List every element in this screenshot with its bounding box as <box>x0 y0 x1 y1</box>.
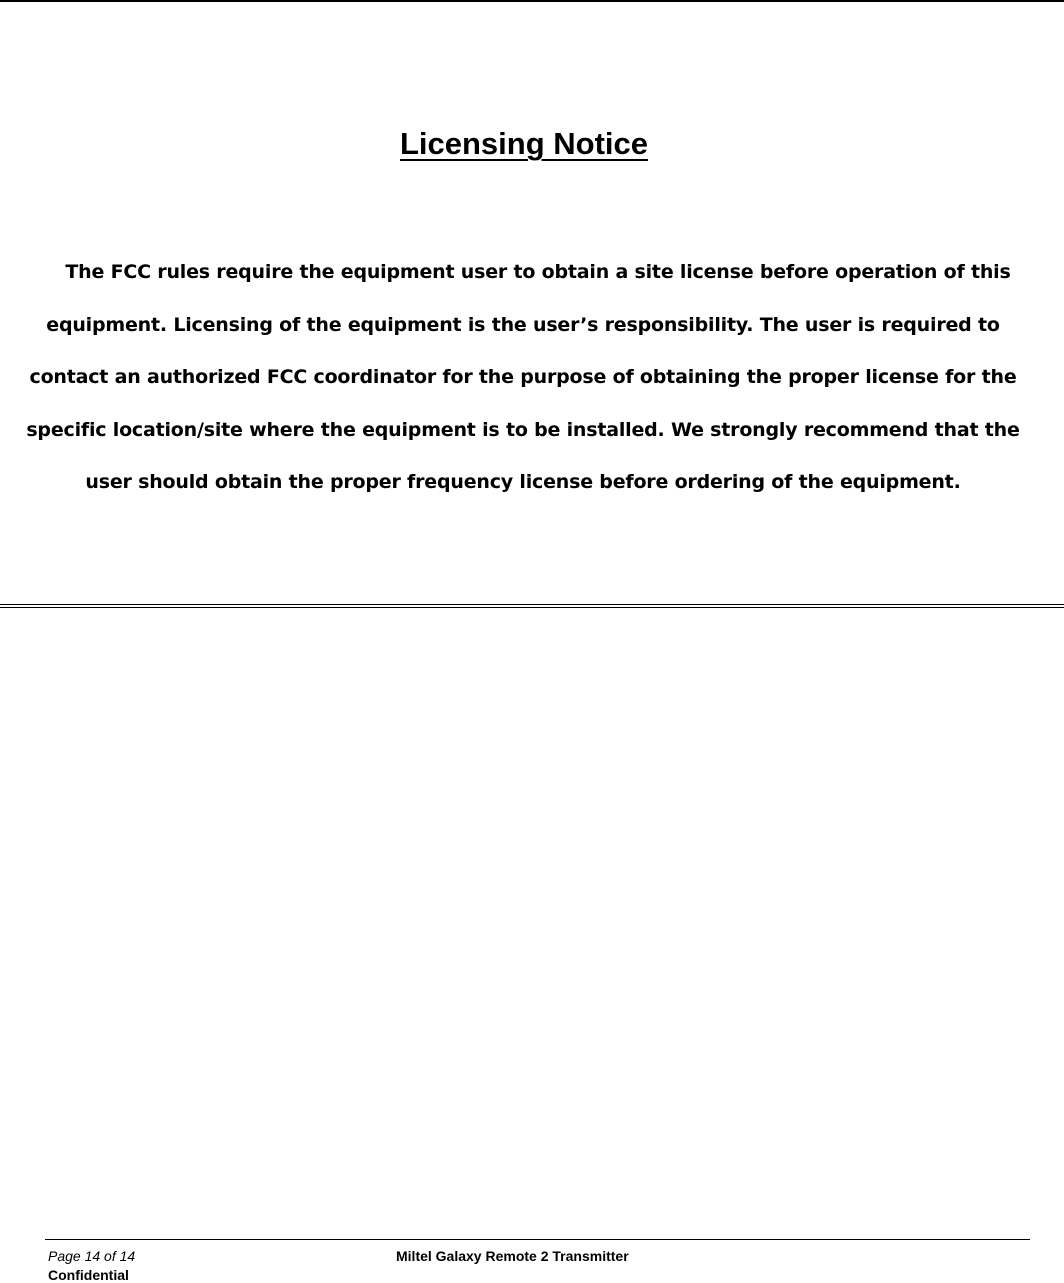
paragraph-line: The FCC rules require the equipment user to obtain a site license before operation of this <box>65 261 1011 283</box>
footer-divider <box>45 1239 1030 1240</box>
footer-product-name: Miltel Galaxy Remote 2 Transmitter <box>396 1248 629 1264</box>
footer-confidential-label: Confidential <box>48 1267 129 1283</box>
paragraph-line: contact an authorized FCC coordinator for the purpose of obtaining the proper license for the <box>29 366 1017 388</box>
paragraph-line: user should obtain the proper frequency license before ordering of the equipment. <box>85 471 961 493</box>
footer-page-number: Page 14 of 14 <box>48 1248 136 1264</box>
section-divider <box>0 604 1064 608</box>
top-divider <box>0 0 1064 2</box>
page-title: Licensing Notice <box>399 126 649 161</box>
paragraph-line: specific location/site where the equipment is to be installed. We strongly recommend that the <box>26 418 1020 441</box>
paragraph-line: equipment. Licensing of the equipment is the user’s responsibility. The user is required to <box>46 313 1000 336</box>
licensing-paragraph <box>8 246 1038 509</box>
